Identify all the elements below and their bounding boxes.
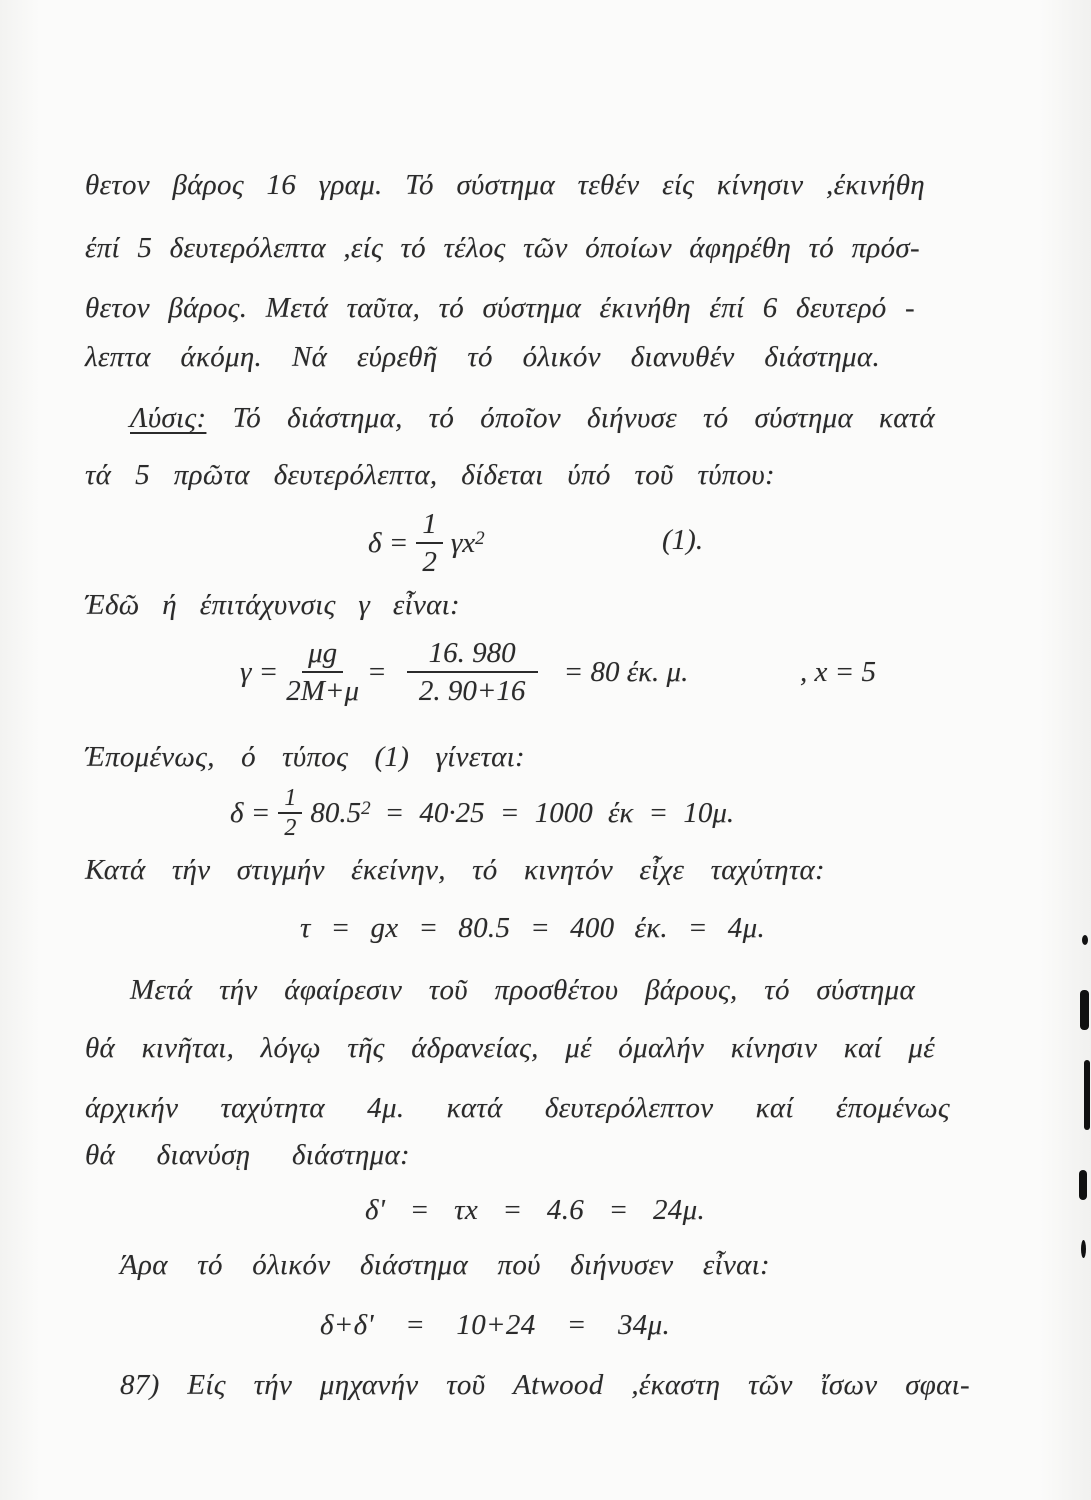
exponent: 2 [475,528,485,549]
equation-tag: (1). [662,524,704,556]
scan-speck [1084,1060,1090,1130]
scan-speck [1079,1170,1087,1200]
equation-lhs: δ = [230,797,271,829]
solution-line [130,400,935,436]
text-span: Τό διάστημα, τό όποῖον διήνυσε τό σύστημα κατά [232,402,935,434]
fraction-denominator: 2. 90+16 [418,675,526,707]
equation-1 [368,508,485,578]
scan-speck [1082,935,1088,945]
equation-lhs: γ = [240,656,279,688]
equation-total-distance: δ+δ' = 10+24 = 34μ. [320,1309,670,1341]
equals-sign: = [367,656,387,688]
text-line: άρχικήν ταχύτητα 4μ. κατά δευτερόλεπτον καί έπομένως [85,1092,950,1124]
equation-tail: , x = 5 [800,656,876,688]
text-line: έπί 5 δευτερόλεπτα ,είς τό τέλος τῶν όποίων άφηρέθη τό πρόσ- [85,232,920,264]
text-line: Άρα τό όλικόν διάστημα πού διήνυσεν εἶναι: [120,1249,770,1281]
text-line: θά διανύσῃ διάστημα: [85,1139,410,1171]
fraction-denominator: 2 [284,815,297,841]
text-line: τά 5 πρῶτα δευτερόλεπτα, δίδεται ύπό τοῦ τύπου: [85,459,775,491]
scan-speck [1081,1240,1086,1258]
text-line: θετον βάρος. Μετά ταῦτα, τό σύστημα έκινήθη έπί 6 δευτερό - [85,292,915,324]
fraction [407,637,538,707]
text-line: 87) Είς τήν μηχανήν τοῦ Atwood ,έκαστη τῶν ἴσων σφαι- [120,1369,970,1401]
fraction-denominator: 2M+μ [286,675,360,707]
fraction-numerator: 16. 980 [407,637,538,673]
fraction-denominator: 2 [422,546,437,578]
text-line: Κατά τήν στιγμήν έκείνην, τό κινητόν εἶχε ταχύτητα: [85,854,825,886]
equation-rest: = 40·25 = 1000 έκ = 10μ. [384,797,735,829]
fraction-numerator: 1 [278,786,302,814]
text-line: θά κινῆται, λόγῳ τῆς άδρανείας, μέ όμαλήν κίνησιν καί μέ [85,1032,935,1064]
equation-acceleration [240,637,688,707]
equation-rhs: γx [450,527,476,559]
solution-label: Λύσις: [130,402,207,434]
fraction [416,508,443,578]
fraction [286,637,359,707]
text-line: Έδῶ ή έπιτάχυνσις γ εἶναι: [85,589,460,621]
scan-speck [1080,990,1089,1030]
fraction-numerator: 1 [416,508,443,544]
equation-base: 80.5 [310,797,362,829]
equation-distance [230,786,734,840]
text-line: Μετά τήν άφαίρεσιν τοῦ προσθέτου βάρους, τό σύστημα [130,974,915,1006]
text-line: θετον βάρος 16 γραμ. Τό σύστημα τεθέν είς κίνησιν ,έκινήθη [85,169,925,201]
equation-lhs: δ = [368,527,409,559]
fraction-numerator: μg [302,637,343,673]
text-line: λεπτα άκόμη. Νά εύρεθῆ τό όλικόν διανυθέν διάστημα. [85,341,880,373]
equation-second-distance: δ' = τx = 4.6 = 24μ. [365,1194,705,1226]
exponent: 2 [361,798,371,819]
fraction [278,786,302,840]
text-line: Έπομένως, ό τύπος (1) γίνεται: [85,741,525,773]
equation-velocity: τ = gx = 80.5 = 400 έκ. = 4μ. [300,912,765,944]
equation-result: = 80 έκ. μ. [563,656,689,688]
